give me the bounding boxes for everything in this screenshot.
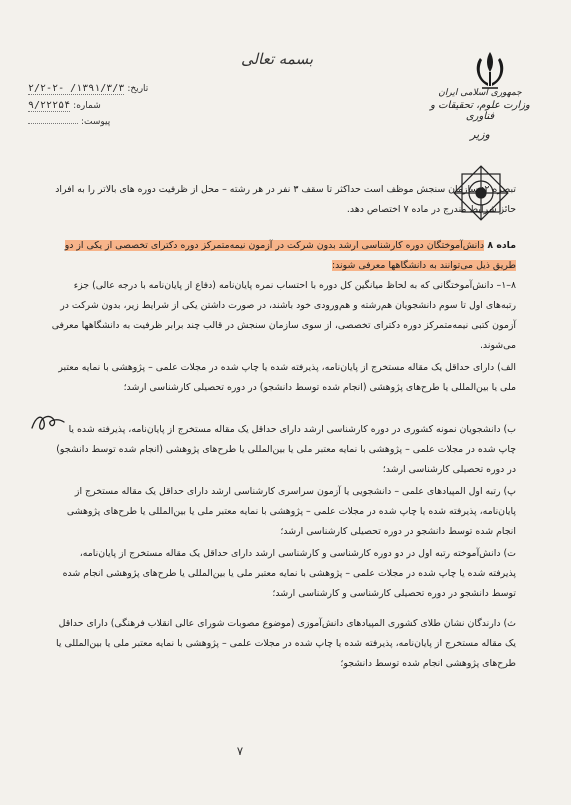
item-be-text: ب) دانشجویان نمونه کشوری در دوره کارشناسی ارشد دارای حداقل یک مقاله مستخرج از پایان‌نامه، پذیرفته شده یا چاپ شده در مجلات علمی – پژوهشی با نمایه معتبر ملی یا بین‌المللی یا طرح‌های پژوهشی (انجام شده توسط دانشجو) در دوره تحصیلی کارشناسی ارشد؛ [56,424,516,475]
note-2 [50,180,516,220]
item-se-text: ث) دارندگان نشان طلای کشوری المپیادهای دانش‌آموزی (موضوع مصوبات شورای عالی انقلاب فرهنگی) دارای حداقل یک مقاله مستخرج از پایان‌نامه، پذیرفته شده یا چاپ شده در مجلات علمی – پژوهشی با نمایه معتبر ملی یا بین‌المللی یا طرح‌های پژوهشی انجام شده توسط دانشجو؛ [56,618,516,669]
attachment-label: پیوست: [81,117,111,127]
number-row [28,100,138,117]
ministry-name: وزارت علوم، تحقیقات و فناوری [430,100,530,122]
article-8-highlight: دانش‌آموختگان دوره کارشناسی ارشد بدون شرکت در آزمون نیمه‌متمرکز دوره دکترای تخصصی از یکی از دو طریق ذیل می‌توانند به دانشگاهها معرفی شوند: [64,240,516,271]
item-se [50,614,516,674]
article-8-label: ماده ۸ [484,240,516,251]
item-te-text: ت) دانش‌آموخته رتبه اول در دو دوره کارشناسی و کارشناسی ارشد دارای حداقل یک مقاله مستخرج از پایان‌نامه، پذیرفته شده یا چاپ شده در مجلات علمی – پژوهشی با نمایه معتبر ملی یا بین‌المللی یا طرح‌های پژوهشی انجام شده توسط دانشجو در دوره تحصیلی کارشناسی و کارشناسی ارشد؛ [62,548,516,599]
number-value: ۹/۲۲۲۵۴ [28,100,71,111]
item-be [50,420,516,480]
article-8-paragraph [50,236,516,276]
date-row [28,83,149,100]
item-alef [50,358,516,398]
item-pe-text: پ) رتبه اول المپیادهای علمی – دانشجویی یا آزمون سراسری کارشناسی ارشد دارای حداقل یک مقاله مستخرج از پایان‌نامه، پذیرفته شده یا چاپ شده در مجلات علمی – پژوهشی با نمایه معتبر ملی یا بین‌المللی یا طرح‌های پژوهشی انجام شده توسط دانشجو در دوره تحصیلی کارشناسی ارشد؛ [66,486,516,537]
date-label: تاریخ: [127,84,149,94]
signature-icon [28,408,68,438]
item-pe [50,482,516,542]
ministry-letterhead [420,88,540,141]
iran-emblem-icon [468,48,512,92]
article-8 [50,236,516,276]
attachment-row [28,117,138,134]
date-value: ۱۳۹۱/۳/۳/ -۲/۲-۲ [28,83,125,94]
government-name: جمهوری اسلامی ایران [438,88,522,98]
attachment-value [28,123,78,124]
item-alef-text: الف) دارای حداقل یک مقاله مستخرج از پایان‌نامه، پذیرفته شده یا چاپ شده در مجلات علمی – پژوهشی با نمایه معتبر ملی یا بین‌المللی یا طرح‌های پژوهشی (انجام شده توسط دانشجو) در دوره تحصیلی کارشناسی ارشد؛ [58,362,516,393]
number-label: شماره: [73,101,101,111]
clause-8-1-text: ۸–۱– دانش‌آموختگانی که به لحاظ میانگین کل دوره با احتساب نمره پایان‌نامه (دفاع از پایان‌نامه با درجه عالی) جزء رتبه‌های اول تا سوم دانشجویان هم‌رشته و هم‌ورودی خود باشند، در صورت داشتن یکی از شرایط زیر، بدون شرکت در آزمون کتبی نیمه‌متمرکز دوره دکترای تخصصی، از سوی سازمان سنجش در قالب چند برابر ظرفیت به دانشگاهها معرفی می‌شوند. [51,280,516,351]
page-number: ۷ [236,744,244,758]
letter-meta [28,83,149,134]
item-te [50,544,516,604]
clause-8-1 [50,276,516,356]
note-2-text: تبصره ۲: سازمان سنجش موظف است حداکثر تا سقف ۳ نفر در هر رشته – محل از ظرفیت دوره های بالاتر را به افراد حائز شرایط مندرج در ماده ۷ اختصاص دهد. [55,184,516,215]
bismillah-heading: بسمه تعالی [240,50,314,68]
minister-title: وزیر [470,128,490,141]
